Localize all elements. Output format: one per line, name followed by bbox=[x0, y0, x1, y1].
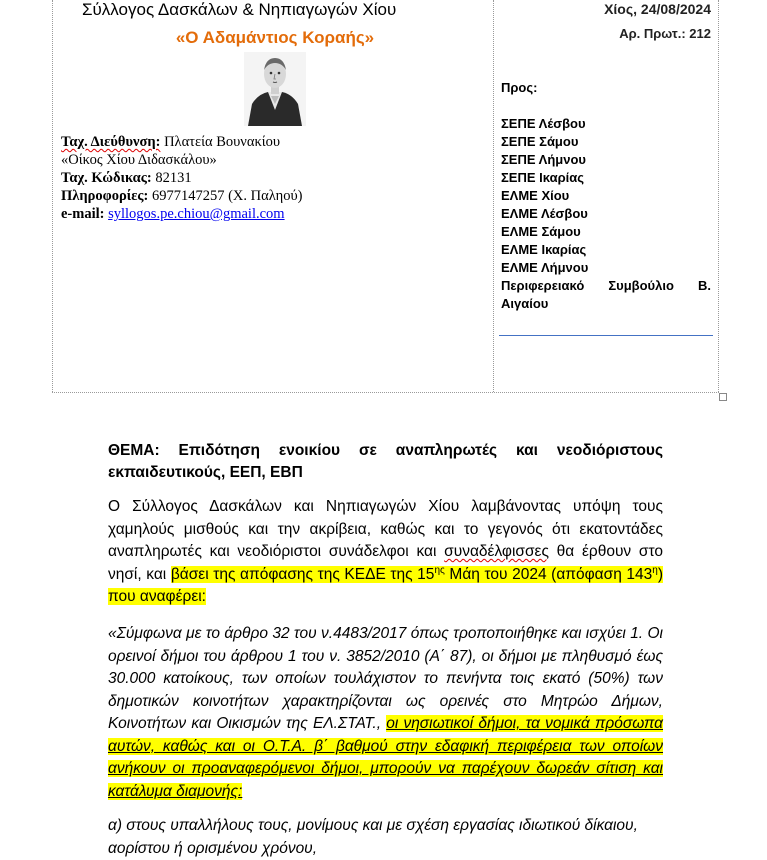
info-label: Πληροφορίες: bbox=[61, 188, 149, 204]
address-value: Πλατεία Βουνακίου bbox=[164, 134, 281, 150]
body-paragraph: Ο Σύλλογος Δασκάλων και Νηπιαγωγών Χίου λαμβάνοντας υπόψη τους χαμηλούς μισθούς και την ακρίβεια, καθώς και το γεγονός ότι εκατοντάδες αναπληρωτές και νεοδιόριστοι συνάδελφοι και συναδέλφισσες θα έρθουν στο νησί, και βάσει της απόφασης της ΚΕΔΕ της $15^{\eta\varsigma}$ Μάη του 2024 (απόφαση $143^\eta$) που αναφέρει: bbox=[108, 498, 664, 605]
document-date: Χίος, 24/08/2024 bbox=[604, 1, 711, 17]
table-resize-handle[interactable] bbox=[719, 393, 727, 401]
list-item-a: α) στους υπαλλήλους τους, μονίμους και με σχέση εργασίας ιδιωτικού δίκαιου, αορίστου ή ορισμένου χρόνου, bbox=[108, 817, 638, 857]
org-subtitle: «Ο Αδαμάντιος Κοραής» bbox=[175, 28, 375, 47]
recipient-item: ΕΛΜΕ Χίου bbox=[501, 188, 570, 203]
subject-heading: ΘΕΜΑ: Επιδότηση ενοικίου σε αναπληρωτές και νεοδιόριστους εκπαιδευτικούς, ΕΕΠ, ΕΒΠ bbox=[108, 442, 663, 481]
recipients-label: Προς: bbox=[501, 80, 538, 95]
recipient-item: ΕΛΜΕ Λέσβου bbox=[501, 206, 588, 221]
korais-portrait-image bbox=[244, 52, 306, 126]
recipient-item: ΣΕΠΕ Λήμνου bbox=[501, 152, 586, 167]
org-name: Σύλλογος Δασκάλων & Νηπιαγωγών Χίου bbox=[82, 0, 397, 19]
protocol-number bbox=[619, 26, 711, 41]
recipient-item: ΕΛΜΕ Ικαρίας bbox=[501, 242, 587, 257]
info-value: 6977147257 (Χ. Παληού) bbox=[151, 188, 303, 204]
address-label: Ταχ. Διεύθυνση: bbox=[61, 134, 161, 150]
recipient-item: ΣΕΠΕ Σάμου bbox=[501, 134, 579, 149]
email-line bbox=[61, 205, 481, 223]
postcode-value: 82131 bbox=[155, 170, 192, 186]
recipient-item: ΕΛΜΕ Σάμου bbox=[501, 224, 581, 239]
highlighted-kede-reference: βάσει της απόφασης της ΚΕΔΕ της $15^{\eta\varsigma}$ Μάη του 2024 (απόφαση $143^\eta$) που αναφέρει: bbox=[108, 564, 664, 605]
recipient-item-regional-council-line2: Αιγαίου bbox=[501, 296, 549, 311]
info-line bbox=[61, 187, 481, 205]
recipient-item: ΕΛΜΕ Λήμνου bbox=[501, 260, 589, 275]
protocol-label: Αρ. Πρωτ.: bbox=[619, 26, 686, 41]
highlighted-quote-text: οι νησιωτικοί δήμοι, τα νομικά πρόσωπα αυτών, καθώς και οι Ο.Τ.Α. β΄ βαθμού στην εδαφική περιφέρεια των οποίων ανήκουν οι προαναφερόμενοι δήμοι, μπορούν να παρέχουν δωρεάν σίτιση και κατάλυμα διαμονής: bbox=[108, 715, 663, 800]
email-link[interactable]: syllogos.pe.chiou@gmail.com bbox=[108, 206, 285, 222]
header-table-left-border bbox=[52, 0, 53, 392]
address-line bbox=[61, 133, 481, 151]
recipient-item: ΣΕΠΕ Ικαρίας bbox=[501, 170, 584, 185]
recipients-separator-line bbox=[499, 335, 713, 336]
quoted-decision: «Σύμφωνα με το άρθρο 32 του ν.4483/2017 όπως τροποποιήθηκε και ισχύει 1. Οι ορεινοί δήμοι του άρθρου 1 του ν. 3852/2010 (Α΄ 87), οι δήμοι με πληθυσμό έως 30.000 κατοίκους, των οποίων τουλάχιστον το πενήντα τοις εκατό (50%) των δημοτικών κοινοτήτων χαρακτηρίζονται ως ορεινές στο Μητρώο Δήμων, Κοινοτήτων και Οικισμών της ΕΛ.ΣΤΑΤ., οι νησιωτικοί δήμοι, τα νομικά πρόσωπα αυτών, καθώς και οι Ο.Τ.Α. β΄ βαθμού στην εδαφική περιφέρεια των οποίων ανήκουν οι προαναφερόμενοι δήμοι, μπορούν να παρέχουν δωρεάν σίτιση και κατάλυμα διαμονής: bbox=[108, 625, 663, 800]
recipient-item: ΣΕΠΕ Λέσβου bbox=[501, 116, 586, 131]
recipient-item-regional-council: Περιφερειακό Συμβούλιο Β. bbox=[501, 278, 711, 293]
postcode-line bbox=[61, 169, 481, 187]
protocol-value: 212 bbox=[689, 26, 711, 41]
contact-block bbox=[61, 133, 481, 223]
header-table-bottom-border bbox=[52, 392, 719, 393]
recipients-list bbox=[501, 115, 711, 313]
header-table-right-border bbox=[718, 0, 719, 392]
address-line-2: «Οίκος Χίου Διδασκάλου» bbox=[61, 152, 217, 168]
email-label: e-mail: bbox=[61, 206, 105, 222]
header-table-middle-border bbox=[493, 0, 494, 392]
postcode-label: Ταχ. Κώδικας: bbox=[61, 170, 152, 186]
